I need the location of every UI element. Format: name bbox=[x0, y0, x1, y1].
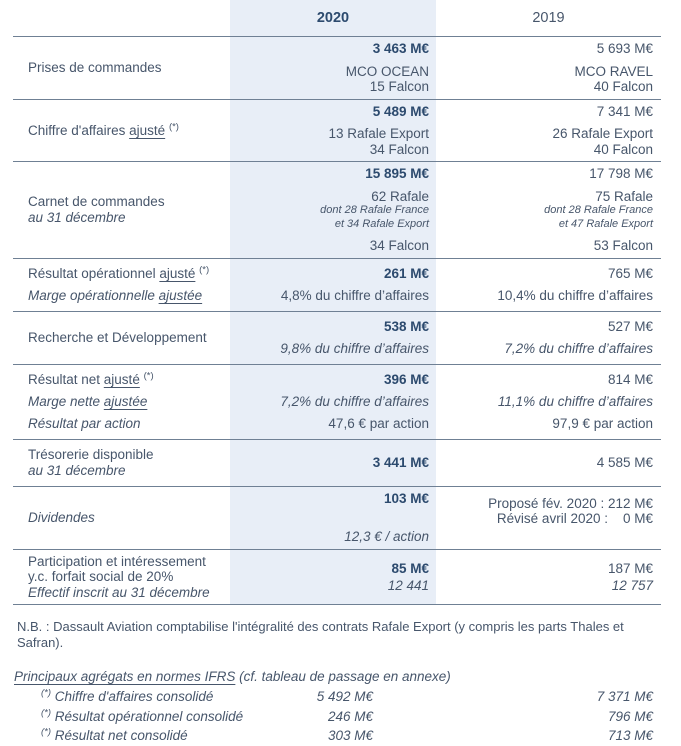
cell-line: MCO OCEAN bbox=[345, 63, 429, 79]
cell-line: 10,4% du chiffre d’affaires bbox=[497, 287, 653, 303]
table-row bbox=[13, 550, 661, 606]
value-cell-2019 bbox=[436, 259, 661, 311]
ifrs-value-2019: 713 M€ bbox=[607, 728, 653, 743]
cell-line: 7,2% du chiffre d’affaires bbox=[504, 340, 653, 356]
cell-line: 85 M€ bbox=[391, 560, 429, 576]
value-cell-2019 bbox=[436, 440, 661, 486]
cell-line: 5 693 M€ bbox=[596, 41, 653, 56]
cell-line: Recherche et Développement bbox=[28, 329, 207, 345]
cell-line: 814 M€ bbox=[607, 371, 653, 387]
cell-line: 17 798 M€ bbox=[589, 166, 653, 181]
cell-line bbox=[28, 285, 230, 307]
cell-line: Révisé avril 2020 : 0 M€ bbox=[496, 511, 653, 526]
text-segment: Marge opérationnelle bbox=[28, 287, 159, 303]
cell-line: Participation et intéressement bbox=[28, 553, 206, 569]
cell-line: Prises de commandes bbox=[28, 60, 162, 75]
cell-line: 7 341 M€ bbox=[596, 103, 653, 119]
cell-line: 34 Falcon bbox=[369, 141, 429, 157]
cell-line: Carnet de commandes bbox=[28, 194, 165, 210]
ifrs-row-label bbox=[13, 707, 308, 727]
row-label-cell bbox=[13, 550, 230, 605]
row-label-cell bbox=[13, 487, 230, 549]
text-segment: Résultat net bbox=[28, 371, 104, 387]
cell-line: 15 Falcon bbox=[369, 79, 429, 94]
cell-line: 3 441 M€ bbox=[372, 454, 429, 470]
value-cell-2019 bbox=[436, 162, 661, 258]
text-segment: Chiffre d'affaires bbox=[28, 122, 130, 138]
cell-line: Trésorerie disponible bbox=[28, 447, 154, 462]
cell-line: 26 Rafale Export bbox=[552, 126, 653, 141]
table-row bbox=[13, 100, 661, 163]
ifrs-row bbox=[13, 707, 665, 727]
cell-line: 97,9 € par action bbox=[552, 415, 653, 431]
cell-line: 7,2% du chiffre d’affaires bbox=[280, 393, 429, 409]
ifrs-value-2019: 7 371 M€ bbox=[596, 689, 653, 704]
cell-line bbox=[28, 369, 230, 391]
row-label-cell bbox=[13, 100, 230, 162]
cell-line: 5 489 M€ bbox=[372, 103, 429, 119]
text-segment: ajustée bbox=[158, 287, 203, 303]
value-cell-2020 bbox=[230, 37, 436, 99]
column-header-2019: 2019 bbox=[532, 10, 565, 26]
text-segment: Chiffre d'affaires consolidé bbox=[51, 689, 214, 704]
ifrs-aggregates-section bbox=[13, 667, 665, 746]
cell-line: y.c. forfait social de 20% bbox=[28, 569, 174, 584]
cell-line: 103 M€ bbox=[383, 490, 429, 506]
cell-line: 15 895 M€ bbox=[365, 166, 429, 181]
text-segment: Résultat net consolidé bbox=[51, 728, 188, 743]
value-cell-2020 bbox=[230, 259, 436, 311]
text-segment: Résultat opérationnel consolidé bbox=[51, 708, 244, 724]
text-segment: ajusté bbox=[159, 265, 196, 281]
cell-line: 12 441 bbox=[387, 577, 429, 593]
value-cell-2019 bbox=[436, 312, 661, 364]
cell-line: dont 28 Rafale France bbox=[544, 204, 653, 216]
cell-line: 47,6 € par action bbox=[328, 415, 429, 431]
row-label-cell bbox=[13, 440, 230, 486]
cell-line: au 31 décembre bbox=[28, 462, 126, 478]
value-cell-2020 bbox=[230, 162, 436, 258]
table-header-row bbox=[13, 0, 661, 37]
text-segment: Résultat opérationnel bbox=[28, 265, 160, 281]
ifrs-heading bbox=[14, 667, 665, 686]
cell-line: 12 757 bbox=[611, 577, 653, 593]
financial-summary-table bbox=[13, 0, 661, 605]
cell-line: 34 Falcon bbox=[369, 238, 429, 253]
cell-line: 75 Rafale bbox=[595, 188, 653, 204]
row-label-cell bbox=[13, 162, 230, 258]
cell-line: dont 28 Rafale France bbox=[320, 204, 429, 216]
table-row bbox=[13, 259, 661, 312]
footnote-marker: (*) bbox=[41, 687, 52, 699]
text-segment: ajusté bbox=[103, 371, 140, 387]
table-row bbox=[13, 162, 661, 259]
table-row bbox=[13, 487, 661, 550]
value-cell-2020 bbox=[230, 365, 436, 439]
cell-line: Dividendes bbox=[28, 509, 95, 525]
cell-line: 187 M€ bbox=[607, 560, 653, 576]
column-header-2020: 2020 bbox=[230, 0, 436, 36]
footnote-marker: (*) bbox=[41, 707, 52, 718]
table-row bbox=[13, 37, 661, 100]
cell-line: 3 463 M€ bbox=[372, 41, 429, 56]
ifrs-row-label bbox=[13, 726, 308, 746]
cell-line: 13 Rafale Export bbox=[328, 126, 429, 141]
ifrs-row-label bbox=[13, 687, 308, 707]
cell-line: MCO RAVEL bbox=[574, 63, 653, 79]
table-row bbox=[13, 365, 661, 440]
row-label-cell bbox=[13, 37, 230, 99]
ifrs-value-2020: 303 M€ bbox=[327, 728, 373, 743]
cell-line: 527 M€ bbox=[607, 318, 653, 334]
value-cell-2019 bbox=[436, 487, 661, 549]
cell-line: 40 Falcon bbox=[593, 141, 653, 157]
text-segment: Marge nette bbox=[28, 393, 104, 409]
value-cell-2020 bbox=[230, 440, 436, 486]
value-cell-2019 bbox=[436, 37, 661, 99]
text-segment: ajustée bbox=[103, 393, 148, 409]
ifrs-value-2019: 796 M€ bbox=[607, 708, 653, 724]
row-label-cell bbox=[13, 312, 230, 364]
cell-line: 396 M€ bbox=[383, 371, 429, 387]
value-cell-2020 bbox=[230, 312, 436, 364]
table-row bbox=[13, 440, 661, 487]
ifrs-row bbox=[13, 687, 665, 707]
cell-line: 538 M€ bbox=[383, 318, 429, 334]
table-body bbox=[13, 37, 661, 605]
ifrs-value-2020: 246 M€ bbox=[327, 708, 373, 724]
ifrs-rows bbox=[13, 687, 665, 746]
value-cell-2019 bbox=[436, 550, 661, 605]
cell-line: 62 Rafale bbox=[371, 188, 429, 204]
ifrs-row bbox=[13, 726, 665, 746]
value-cell-2020 bbox=[230, 550, 436, 605]
cell-line: 4,8% du chiffre d’affaires bbox=[280, 287, 429, 303]
row-label-cell bbox=[13, 365, 230, 439]
cell-line bbox=[28, 123, 230, 139]
cell-line: et 34 Rafale Export bbox=[334, 217, 429, 230]
ifrs-heading-underlined: Principaux agrégats en normes IFRS bbox=[14, 669, 236, 684]
ifrs-heading-note: (cf. tableau de passage en annexe) bbox=[235, 669, 451, 684]
cell-line: 11,1% du chiffre d’affaires bbox=[497, 393, 653, 409]
footnote-marker: (*) bbox=[199, 264, 210, 275]
row-label-cell bbox=[13, 259, 230, 311]
ifrs-value-2020: 5 492 M€ bbox=[316, 689, 373, 704]
cell-line: 53 Falcon bbox=[593, 238, 653, 253]
footnote-marker: (*) bbox=[41, 726, 52, 738]
value-cell-2019 bbox=[436, 365, 661, 439]
text-segment: ajusté bbox=[129, 122, 166, 138]
cell-line: 765 M€ bbox=[607, 265, 653, 281]
value-cell-2020 bbox=[230, 100, 436, 162]
cell-line: au 31 décembre bbox=[28, 209, 126, 225]
cell-line: 40 Falcon bbox=[593, 79, 653, 94]
cell-line: Effectif inscrit au 31 décembre bbox=[28, 584, 210, 600]
cell-line: Résultat par action bbox=[28, 415, 141, 431]
cell-line: et 47 Rafale Export bbox=[558, 217, 653, 230]
footnote-marker: (*) bbox=[168, 121, 179, 132]
header-spacer bbox=[13, 0, 230, 36]
cell-line: 9,8% du chiffre d’affaires bbox=[280, 340, 429, 356]
footnote-marker: (*) bbox=[143, 370, 154, 381]
cell-line bbox=[28, 391, 230, 413]
cell-line: 4 585 M€ bbox=[596, 454, 653, 470]
value-cell-2020 bbox=[230, 487, 436, 549]
footnote-nb: N.B. : Dassault Aviation comptabilise l'intégralité des contrats Rafale Export (y compris les parts Thales et Safran). bbox=[17, 619, 624, 650]
cell-line bbox=[28, 263, 230, 285]
value-cell-2019 bbox=[436, 100, 661, 162]
cell-line: 261 M€ bbox=[383, 265, 429, 281]
table-row bbox=[13, 312, 661, 365]
cell-line: Proposé fév. 2020 : 212 M€ bbox=[488, 495, 653, 511]
cell-line: 12,3 € / action bbox=[344, 529, 429, 544]
